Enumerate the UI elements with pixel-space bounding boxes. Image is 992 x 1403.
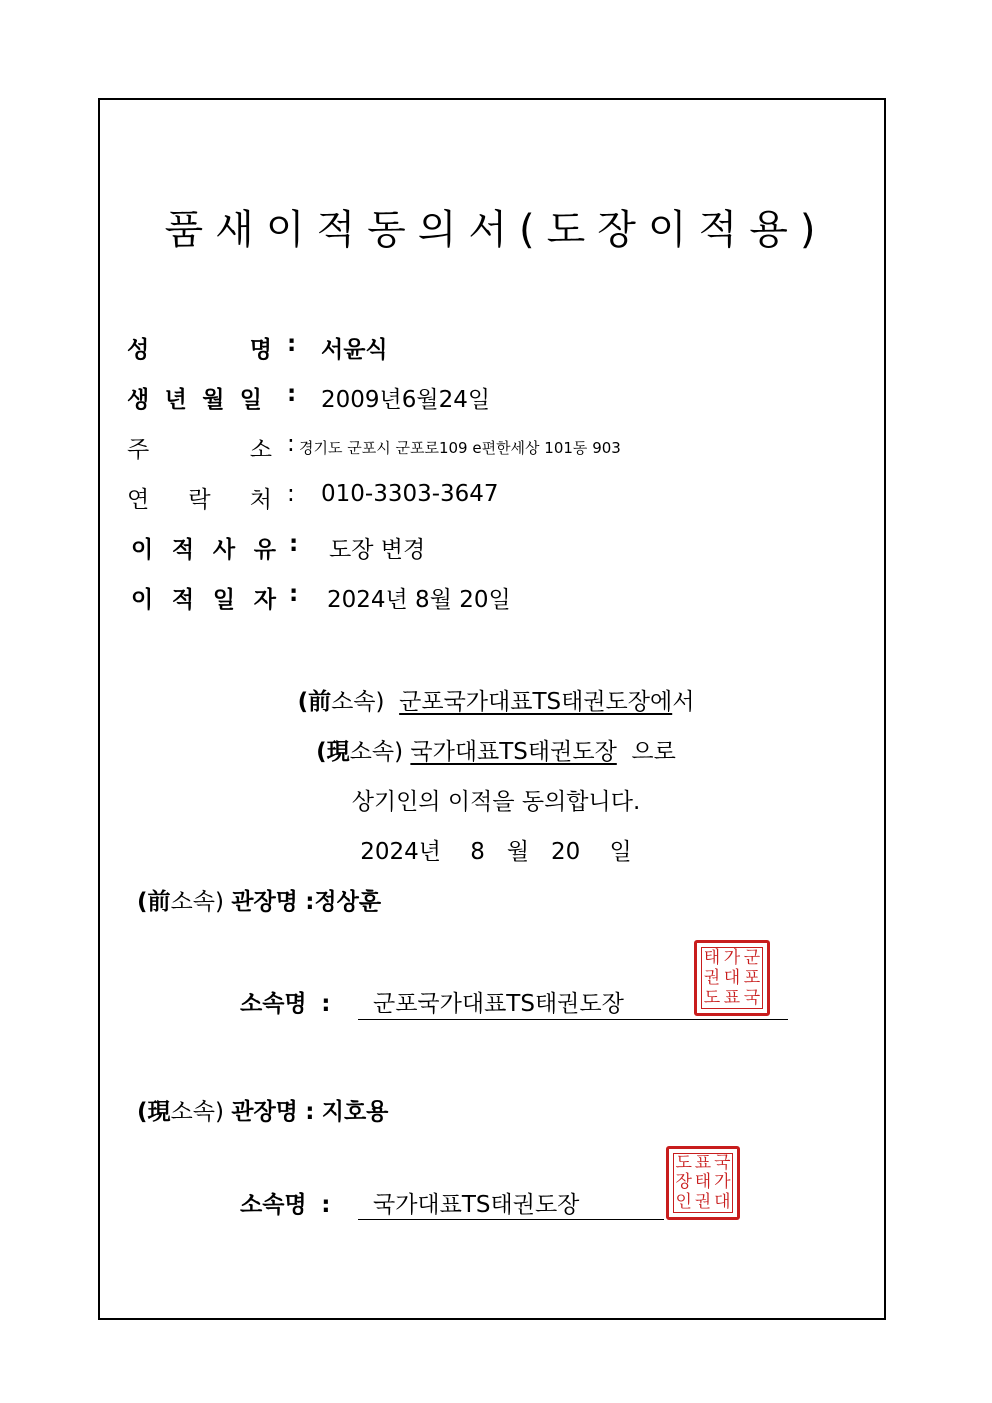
statement-previous: (前소속) 군포국가대표TS태권도장에서	[297, 689, 695, 715]
field-reason-value: 도장 변경	[329, 537, 426, 563]
seal-glyph: 권	[694, 1191, 712, 1212]
seal-glyph: 군	[743, 947, 761, 968]
seal-glyph: 포	[743, 967, 761, 988]
seal-glyph: 인	[675, 1191, 692, 1212]
field-date-value: 2024년 8월 20일	[327, 587, 511, 613]
prev-seal-text	[701, 947, 763, 1009]
field-contact-value: 010-3303-3647	[321, 481, 499, 507]
field-name-value: 서윤식	[321, 337, 388, 363]
curr-seal	[666, 1146, 740, 1220]
statement-consent: 상기인의 이적을 동의합니다.	[351, 789, 641, 815]
field-address-label: 주 소	[127, 437, 272, 463]
curr-org-name: 국가대표TS태권도장	[373, 1192, 580, 1218]
seal-glyph: 국	[714, 1153, 731, 1174]
prev-director-name: 정상훈	[314, 889, 382, 915]
seal-glyph: 대	[714, 1191, 731, 1212]
statement-current-org: 국가대표TS태권도장	[410, 739, 617, 765]
seal-glyph: 가	[723, 947, 741, 968]
curr-director: (現소속) 관장명 : 지호용	[137, 1099, 389, 1125]
seal-glyph: 태	[703, 947, 721, 968]
seal-glyph: 도	[703, 987, 721, 1008]
statement-date: 2024년 8 월 20 일	[360, 839, 632, 865]
field-contact-label: 연 락 처	[127, 487, 272, 513]
field-name-label: 성 명	[127, 337, 272, 363]
document-title: 품새이적동의서(도장이적용)	[164, 207, 828, 253]
seal-glyph: 도	[675, 1153, 692, 1174]
curr-org: 소속명 :	[240, 1192, 331, 1218]
seal-glyph: 권	[703, 967, 721, 988]
seal-glyph: 태	[694, 1172, 712, 1193]
statement-current: (現소속) 국가대표TS태권도장 으로	[316, 739, 676, 765]
seal-glyph: 가	[714, 1172, 731, 1193]
seal-glyph: 국	[743, 987, 761, 1008]
statement-previous-org: 군포국가대표TS태권도장에	[399, 689, 673, 715]
curr-seal-text	[673, 1153, 733, 1213]
prev-org: 소속명 :	[240, 991, 331, 1017]
prev-org-name: 군포국가대표TS태권도장	[373, 991, 624, 1017]
seal-glyph: 대	[723, 967, 741, 988]
seal-glyph: 장	[675, 1172, 692, 1193]
curr-org-underline	[358, 1219, 664, 1220]
seal-glyph: 표	[694, 1153, 712, 1174]
prev-org-underline	[358, 1019, 788, 1020]
field-birth-value: 2009년6월24일	[321, 387, 491, 413]
field-address-value: 경기도 군포시 군포로109 e편한세상 101동 903	[299, 439, 621, 457]
prev-director: (前소속) 관장명 :정상훈	[137, 889, 382, 915]
curr-director-name: 지호용	[321, 1099, 389, 1125]
prev-seal	[694, 940, 770, 1016]
seal-glyph: 표	[723, 987, 741, 1008]
field-reason-label: 이 적 사 유	[131, 537, 276, 563]
field-birth-label: 생 년 월 일	[127, 387, 262, 413]
field-date-label: 이 적 일 자	[131, 587, 276, 613]
